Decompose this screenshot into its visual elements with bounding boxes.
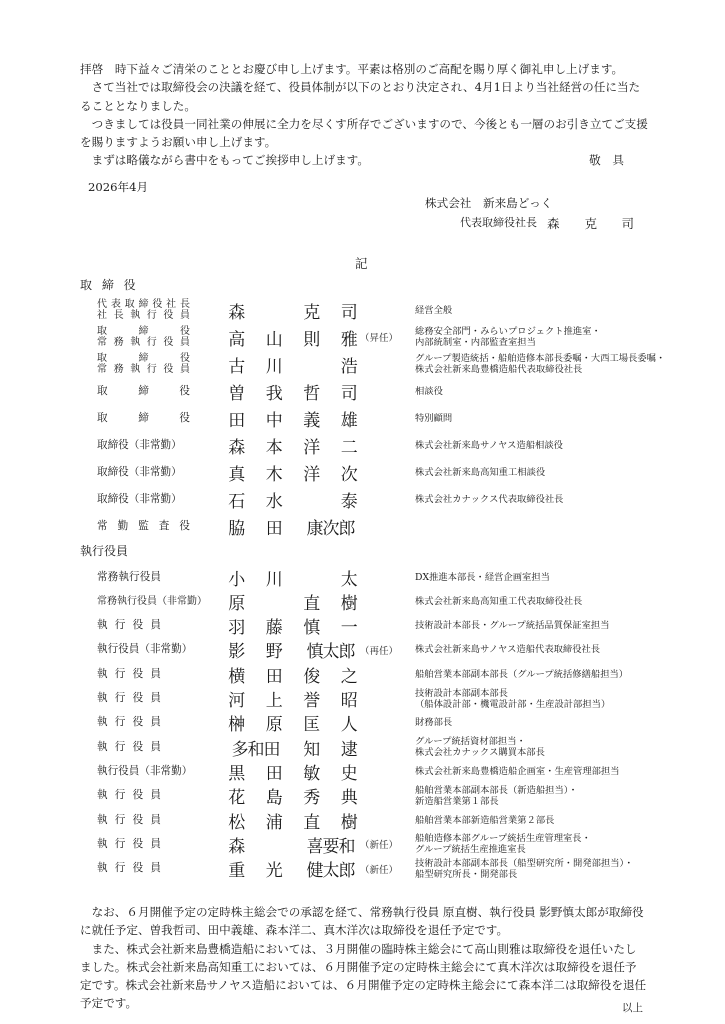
name-part: 逮 xyxy=(340,739,358,760)
role-title-line: 常 務 執 行 役 員 xyxy=(97,337,190,348)
greeting-para4-row xyxy=(80,151,648,169)
role-title xyxy=(97,669,161,680)
role-title-line: 執行役員 xyxy=(97,789,161,802)
date: 2026年4月 xyxy=(88,180,149,194)
name-part: 中 xyxy=(265,410,283,431)
person-name xyxy=(218,856,368,881)
name-part: 雄 xyxy=(340,410,358,431)
name-part: 浦 xyxy=(265,812,283,833)
role-title-line: 執行役員 xyxy=(97,837,161,850)
name-part: 哲 xyxy=(303,383,321,404)
role-title-line: 取 締 役 xyxy=(97,384,190,397)
duty-description xyxy=(415,572,550,583)
footer-para1: なお、６月開催予定の定時株主総会での承認を経て、常務執行役員 原直樹、執行役員 影野慎太郎が取締役に就任予定、曽我哲司、田中義雄、森本洋二、真木洋次は取締役を退任予定です。 xyxy=(80,905,644,938)
table-row xyxy=(0,487,725,511)
duty-line: 特別顧問 xyxy=(415,412,453,424)
greeting-line1: 時下益々ご清栄のこととお慶び申し上げます。平素は格別のご高配を賜り厚く御礼申し上げます。 xyxy=(114,62,624,76)
name-part: 直 xyxy=(303,812,321,833)
name-part: 太 xyxy=(340,569,358,590)
name-part: 誉 xyxy=(303,691,321,711)
person-name xyxy=(218,710,368,735)
person-name xyxy=(218,514,368,539)
name-part: 影 xyxy=(228,642,246,663)
role-title xyxy=(97,326,190,348)
appointment-note: （新任） xyxy=(360,864,399,876)
duty-description xyxy=(415,596,582,607)
name-part xyxy=(293,565,331,590)
role-title xyxy=(97,413,190,424)
duty-description xyxy=(415,833,591,855)
duty-line: 船舶営業本部新造船営業第２部長 xyxy=(415,814,555,826)
role-title-line: 常 務 執 行 役 員 xyxy=(97,364,190,375)
duty-line: 株式会社新来島高知重工相談役 xyxy=(415,466,546,478)
name-part: 羽 xyxy=(228,618,246,639)
greeting-para2: さて当社では取締役会の決議を経て、役員体制が以下のとおり決定され、4月1日より当社経営の任に当たることとなりました。 xyxy=(80,80,641,113)
name-part: 島 xyxy=(265,788,283,809)
name-part: 洋 xyxy=(303,464,321,485)
name-part xyxy=(256,589,294,614)
person-name xyxy=(218,433,368,458)
name-part: 司 xyxy=(340,383,358,404)
role-title-line: 常務執行役員 xyxy=(97,570,161,583)
role-title-line: 社 長 執 行 役 員 xyxy=(97,310,190,321)
person-name xyxy=(218,589,368,614)
table-row xyxy=(0,808,725,832)
name-part: 森 xyxy=(228,836,246,857)
role-title xyxy=(97,790,161,801)
name-part: 樹 xyxy=(340,593,358,614)
greeting-para3: つきましては役員一同社業の伸展に全力を尽くす所存でございますので、今後とも一層のお引き立てご支援を賜りますようお願い申し上げます。 xyxy=(80,116,648,150)
name-part: 田 xyxy=(228,410,246,431)
name-part: 脇 xyxy=(228,518,246,539)
duty-line: （船体設計部・機電設計部・生産設計部担当） xyxy=(415,698,611,710)
role-title xyxy=(97,494,182,505)
greeting xyxy=(80,60,648,170)
name-part: 藤 xyxy=(265,618,283,639)
duty-line: 株式会社新来島サノヤス造船代表取締役社長 xyxy=(415,644,601,656)
duty-line: 船型研究所長・開発部長 xyxy=(415,868,518,880)
duty-line: DX推進本部長・経営企画室担当 xyxy=(415,571,550,583)
name-part: 司 xyxy=(340,302,358,323)
name-part: 上 xyxy=(265,691,283,711)
name-part: 泰 xyxy=(340,491,358,512)
name-part: 史 xyxy=(340,763,358,784)
name-part: 之 xyxy=(340,666,358,687)
closing: 敬 具 xyxy=(589,153,628,168)
duty-line: 総務安全部門・みらいプロジェクト推進室・ xyxy=(415,326,601,337)
name-part: 多和田 xyxy=(231,739,280,760)
duty-description xyxy=(415,326,601,348)
role-title xyxy=(97,467,182,478)
name-part: 花 xyxy=(228,788,246,809)
duty-line: グループ統括資材部担当・ xyxy=(415,736,526,748)
duty-line: 内部統制室・内部監査室担当 xyxy=(415,337,536,348)
role-title-line: 代表取締役社長 xyxy=(97,299,190,310)
role-title-line: 執行役員 xyxy=(97,692,161,704)
table-row xyxy=(0,406,725,430)
duty-description xyxy=(415,305,452,316)
table-row xyxy=(0,857,725,881)
name-part: 喜要和 xyxy=(306,836,355,857)
person-name xyxy=(218,406,368,431)
table-row xyxy=(0,687,725,711)
name-part xyxy=(293,352,331,377)
sender-family-name: 森 xyxy=(547,216,560,231)
duty-line: 株式会社新来島サノヤス造船相談役 xyxy=(415,439,563,451)
name-part: 雅 xyxy=(340,329,358,350)
duty-line: 株式会社新来島豊橋造船企画室・生産管理部担当 xyxy=(415,765,620,777)
name-part: 野 xyxy=(265,642,283,663)
role-title-line: 常務執行役員（非常勤） xyxy=(97,595,207,607)
name-part: 康次郎 xyxy=(306,518,355,539)
appointment-note: （昇任） xyxy=(360,333,399,344)
footer-notes xyxy=(80,903,648,1013)
name-part: 俊 xyxy=(303,666,321,687)
role-title-line: 執行役員（非常勤） xyxy=(97,764,193,777)
name-part: 慎太郎 xyxy=(306,642,355,663)
name-part: 川 xyxy=(265,569,283,590)
role-title xyxy=(97,863,161,874)
name-part: 浩 xyxy=(340,356,358,377)
name-part: 木 xyxy=(265,464,283,485)
name-part: 知 xyxy=(303,739,321,760)
sender-signature xyxy=(460,214,640,232)
role-title xyxy=(97,742,161,753)
table-row xyxy=(0,735,725,759)
name-part: 黒 xyxy=(228,763,246,784)
table-row xyxy=(0,784,725,808)
role-title xyxy=(97,596,207,607)
person-name xyxy=(218,379,368,404)
duty-line: 技術設計本部副本部長（船型研究所・開発部担当）・ xyxy=(415,857,634,869)
duty-description xyxy=(415,766,620,777)
person-name xyxy=(218,759,368,784)
name-part: 直 xyxy=(303,593,321,614)
name-part: 我 xyxy=(265,383,283,404)
role-title-line: 取 締 役 xyxy=(97,411,190,424)
duty-line: 船舶営業本部副本部長（グループ統括修繕船担当） xyxy=(415,668,629,680)
name-part: 克 xyxy=(303,302,321,323)
person-name xyxy=(218,487,368,512)
person-name xyxy=(218,686,368,711)
role-title-line: 取 締 役 xyxy=(97,353,190,364)
name-part: 田 xyxy=(265,518,283,539)
name-part: 光 xyxy=(265,861,283,882)
role-title-line: 取締役（非常勤） xyxy=(97,492,182,505)
name-part: 秀 xyxy=(303,788,321,809)
role-title xyxy=(97,572,161,583)
table-row xyxy=(0,514,725,538)
role-title xyxy=(97,353,190,375)
name-part: 曽 xyxy=(228,383,246,404)
role-title-line: 執行役員 xyxy=(97,862,161,875)
table-row xyxy=(0,614,725,638)
table-row xyxy=(0,460,725,484)
person-name xyxy=(218,735,368,760)
duty-description xyxy=(415,815,554,826)
name-part: 横 xyxy=(228,666,246,687)
name-part: 水 xyxy=(265,491,283,512)
officers-heading: 執行役員 xyxy=(80,544,129,558)
duty-description xyxy=(415,688,610,710)
person-name xyxy=(218,637,368,662)
table-row xyxy=(0,832,725,856)
name-part: 森 xyxy=(228,302,246,323)
name-part: 典 xyxy=(340,788,358,809)
duty-line: 技術設計本部副本部長 xyxy=(415,687,508,699)
table-row xyxy=(0,379,725,403)
table-row xyxy=(0,589,725,613)
role-title xyxy=(97,766,192,777)
role-title xyxy=(97,440,182,451)
person-name xyxy=(218,352,368,377)
role-title xyxy=(97,693,161,704)
person-name xyxy=(218,325,368,350)
end-mark: 以上 xyxy=(622,1002,643,1014)
name-part: 河 xyxy=(228,691,246,711)
person-name xyxy=(218,832,368,857)
role-title-line: 執行役員 xyxy=(97,716,161,729)
table-row xyxy=(0,711,725,735)
duty-description xyxy=(415,413,452,424)
person-name xyxy=(218,460,368,485)
role-title xyxy=(97,299,190,321)
role-title-line: 執行役員 xyxy=(97,740,161,753)
table-row xyxy=(0,662,725,686)
duty-line: 株式会社新来島高知重工代表取締役社長 xyxy=(415,595,583,607)
name-part: 小 xyxy=(228,569,246,590)
name-part: 義 xyxy=(303,410,321,431)
ki-heading: 記 xyxy=(355,256,368,271)
name-part: 石 xyxy=(228,491,246,512)
duty-line: 船舶造修本部グループ統括生産管理室長・ xyxy=(415,833,591,845)
name-part: 本 xyxy=(265,437,283,458)
role-title-line: 取 締 役 xyxy=(97,326,190,337)
duty-description xyxy=(415,440,563,451)
sender-company: 株式会社 新来島どっく xyxy=(425,196,553,210)
role-title-line: 常勤監査役 xyxy=(97,519,190,532)
name-part: 古 xyxy=(228,356,246,377)
duty-line: 船舶営業本部副本部長（新造船担当）・ xyxy=(415,784,578,796)
role-title-line: 執行役員（非常勤） xyxy=(97,643,193,656)
duty-line: グループ製造統括・船舶造修本部長委嘱・大西工場長委嘱・ xyxy=(415,353,666,364)
name-part: 一 xyxy=(340,618,358,639)
name-part: 人 xyxy=(340,715,358,736)
role-title xyxy=(97,521,190,532)
name-part: 田 xyxy=(265,666,283,687)
name-part: 森 xyxy=(228,437,246,458)
name-part: 次 xyxy=(340,464,358,485)
duty-description xyxy=(415,669,628,680)
greeting-opening: 拝啓 xyxy=(80,62,104,76)
duty-line: 相談役 xyxy=(415,385,443,397)
role-title xyxy=(97,620,161,631)
appointment-note: （再任） xyxy=(360,645,399,657)
duty-description xyxy=(415,717,452,728)
role-title xyxy=(97,839,161,850)
name-part: 原 xyxy=(228,593,246,614)
table-row xyxy=(0,298,725,322)
duty-line: グループ統括生産推進室長 xyxy=(415,844,526,856)
name-part: 二 xyxy=(340,437,358,458)
name-part: 川 xyxy=(265,356,283,377)
table-row xyxy=(0,565,725,589)
role-title-line: 執行役員 xyxy=(97,667,161,680)
table-row xyxy=(0,433,725,457)
duty-description xyxy=(415,858,633,880)
name-part: 真 xyxy=(228,464,246,485)
duty-line: 株式会社新来島豊橋造船代表取締役社長 xyxy=(415,364,583,375)
name-part: 田 xyxy=(265,763,283,784)
table-row xyxy=(0,759,725,783)
person-name xyxy=(218,565,368,590)
name-part: 樹 xyxy=(340,812,358,833)
name-part: 敏 xyxy=(303,763,321,784)
role-title xyxy=(97,717,161,728)
person-name xyxy=(218,808,368,833)
role-title xyxy=(97,644,192,655)
duty-description xyxy=(415,785,578,807)
name-part: 山 xyxy=(265,329,283,350)
name-part xyxy=(293,487,331,512)
name-part: 慎 xyxy=(303,618,321,639)
duty-description xyxy=(415,386,443,397)
role-title-line: 取締役（非常勤） xyxy=(97,465,182,478)
duty-description xyxy=(415,736,545,758)
person-name xyxy=(218,298,368,323)
role-title xyxy=(97,815,161,826)
person-name xyxy=(218,613,368,638)
duty-description xyxy=(415,467,545,478)
sender-title: 代表取締役社長 xyxy=(460,216,537,229)
table-row xyxy=(0,325,725,349)
sender-given-name: 克 司 xyxy=(584,216,640,231)
role-title-line: 執行役員 xyxy=(97,813,161,826)
name-part: 榊 xyxy=(228,715,246,736)
duty-line: 経営全般 xyxy=(415,304,453,316)
footer-para2: また、株式会社新来島豊橋造船においては、３月開催の臨時株主総会にて高山則雅は取締役を退任いたしました。株式会社新来島高知重工においては、６月開催予定の定時株主総会にて真木洋次は取締役を退任予定です。株式会社新来島サノヤス造船においては、６月開催予定の定時株主総会にて森本洋二は取締役を退任予定です。 xyxy=(80,941,647,1011)
greeting-para4: まずは略儀ながら書中をもってご挨拶申し上げます。 xyxy=(91,153,369,168)
duty-description xyxy=(415,620,610,631)
role-title xyxy=(97,386,190,397)
appointment-note: （新任） xyxy=(360,840,399,852)
name-part: 高 xyxy=(228,329,246,350)
name-part: 健太郎 xyxy=(306,861,355,882)
name-part xyxy=(256,832,294,857)
person-name xyxy=(218,662,368,687)
duty-line: 技術設計本部長・グループ統括品質保証室担当 xyxy=(415,620,610,632)
duty-description xyxy=(415,353,665,375)
name-part xyxy=(256,298,294,323)
duty-description xyxy=(415,494,563,505)
person-name xyxy=(218,783,368,808)
name-part: 則 xyxy=(303,329,321,350)
duty-line: 株式会社カナックス代表取締役社長 xyxy=(415,493,564,505)
table-row xyxy=(0,638,725,662)
duty-line: 新造船営業第１部長 xyxy=(415,795,499,807)
name-part: 匡 xyxy=(303,715,321,736)
name-part: 松 xyxy=(228,812,246,833)
role-title-line: 取締役（非常勤） xyxy=(97,438,182,451)
role-title-line: 執行役員 xyxy=(97,619,161,632)
name-part: 重 xyxy=(228,861,246,882)
table-row xyxy=(0,352,725,376)
duty-line: 財務部長 xyxy=(415,717,453,729)
name-part: 原 xyxy=(265,715,283,736)
directors-heading: 取 締 役 xyxy=(80,278,139,292)
name-part: 洋 xyxy=(303,437,321,458)
name-part: 昭 xyxy=(340,691,358,711)
duty-line: 株式会社カナックス購買本部長 xyxy=(415,747,545,759)
duty-description xyxy=(415,644,600,655)
